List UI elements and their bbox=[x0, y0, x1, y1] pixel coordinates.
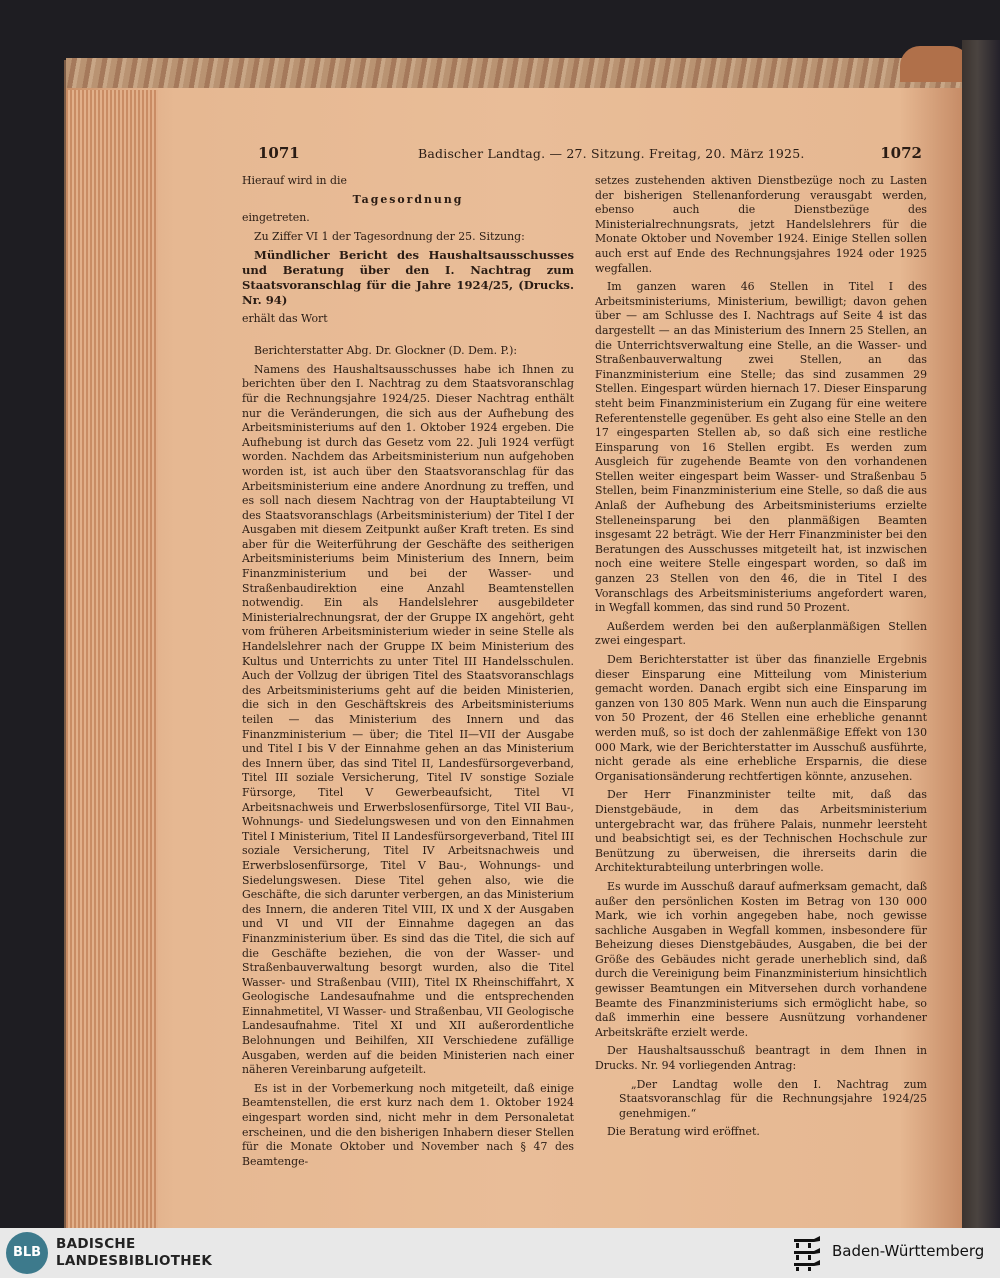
paragraph: Der Herr Finanzminister teilte mit, daß das Dienstgebäude, in dem das Arbeitsministerium untergebracht war, das frühere Palais, nunmehr leersteht und beabsichtigt sei, es der Technischen Hochschule zur Benützung zu überweisen, die ihrerseits darin die Architekturabteilung unterbringen wolle. bbox=[595, 788, 927, 875]
printed-page bbox=[158, 128, 964, 1228]
paragraph: Namens des Haushaltsausschusses habe ich Ihnen zu berichten über den I. Nachtrag zu dem Staatsvoranschlag für die Rechnungsjahre 1924/25. Dieser Nachtrag enthält nur die Veränderungen, die sich aus der Aufhebung des Arbeitsministeriums auf den 1. Oktober 1924 ergeben. Die Aufhebung ist durch das Gesetz vom 22. Juli 1924 verfügt worden. Nachdem das Arbeitsministerium nun aufgehoben worden ist, ist auch über den Staatsvoranschlag für das Arbeitsministerium eine andere Anordnung zu treffen, und es soll nach diesem Nachtrag von der Hauptabteilung VI des Staatsvoranschlags (Arbeitsministerium) der Titel I der Ausgaben mit diesem Zeitpunkt außer Kraft treten. Es sind aber für die Weiterführung der Geschäfte des seitherigen Arbeitsministeriums beim Ministerium des Innern, beim Finanzministerium und bei der Wasser- und Straßenbaudirektion eine Anzahl Beamtenstellen notwendig. Ein als Handelslehrer ausgebildeter Ministerialrechnungsrat, der der Gruppe IX angehört, geht vom früheren Arbeitsministerium wieder in seine Stelle als Handelslehrer nach der Gruppe IX beim Ministerium des Kultus und Unterrichts zu unter Titel III Handelsschulen. Auch der Vollzug der übrigen Titel des Staatsvoranschlags des Arbeitsministeriums geht auf die beiden Ministerien, die sich in den Geschäftskreis des Arbeitsministeriums teilen — das Ministerium des Innern und das Finanzministerium — über; die Titel II—VII der Ausgabe und Titel I bis V der Einnahme gehen an das Ministerium des Innern über, das sind Titel II, Landesfürsorgeverband, Titel III soziale Versicherung, Titel IV sonstige Soziale Fürsorge, Titel V Gewerbeaufsicht, Titel VI Arbeitsnachweis und Erwerbslosenfürsorge, Titel VII Bau-, Wohnungs- und Siedelungswesen und von den Einnahmen Titel I Ministerium, Titel II Landesfürsorgeverband, Titel III soziale Versicherung, Titel IV Arbeitsnachweis und Erwerbslosenfürsorge, Titel V Bau-, Wohnungs- und Siedelungswesen. Diese Titel gehen also, wie die Geschäfte, die sich darunter verbergen, an das Ministerium des Innern, die anderen Titel VIII, IX und X der Ausgaben und VI und VII der Einnahme dagegen an das Finanzministerium über. Es sind das die Titel, die sich auf die Geschäfte beziehen, die von der Wasser- und Straßenbauverwaltung besorgt wurden, also die Titel Wasser- und Straßenbau (VIII), Titel IX Rheinschiffahrt, X Geologische Landesaufnahme und die entsprechenden Einnahmetitel, VI Wasser- und Straßenbau, VII Geologische Landesaufnahme. Titel XI und XII außerordentliche Belohnungen und Beihilfen, XII Verschiedene zufällige Ausgaben, werden auf die beiden Ministerien nach einer näheren Vereinbarung aufgeteilt. bbox=[242, 362, 574, 1077]
spine-cap bbox=[900, 46, 970, 82]
page-edges bbox=[66, 90, 158, 1228]
state-name[interactable]: Baden-Württemberg bbox=[832, 1242, 985, 1260]
library-name[interactable] bbox=[56, 1236, 212, 1270]
report-title: Mündlicher Bericht des Haushaltsausschusses und Beratung über den I. Nachtrag zum Staatsvoranschlag für die Jahre 1924/25, (Drucks. Nr. 94) bbox=[242, 248, 574, 307]
paragraph: eingetreten. bbox=[242, 211, 310, 225]
left-column bbox=[242, 174, 574, 1173]
paragraph: setzes zustehenden aktiven Dienstbezüge noch zu Lasten der bisherigen Stellenanforderung verausgabt werden, ebenso auch die Dienstbezüge des Ministerialrechnungsrats, jetzt Handelslehrers für die Monate Oktober und November 1924. Einige Stellen sollen auch erst auf Ende des Rechnungsjahres 1924 oder 1925 wegfallen. bbox=[595, 174, 927, 275]
paragraph: Im ganzen waren 46 Stellen in Titel I des Arbeitsministeriums, Ministerium, bewilligt; davon gehen über — am Schlusse des I. Nachtrags auf Seite 4 ist das dargestellt — an das Ministerium des Innern 25 Stellen, an die Unterrichtsverwaltung eine Stelle, an die Wasser- und Straßenbauverwaltung zwei Stellen, an das Finanzministerium eine Stelle; das sind zusammen 29 Stellen. Eingespart würden hiernach 17. Dieser Einsparung steht beim Finanzministerium ein Zugang für eine weitere Referentenstelle gegenüber. Es geht also eine Stelle an den 17 eingesparten Stellen ab, so daß sich eine restliche Einsparung von 16 Stellen ergibt. Es werden zum Ausgleich für zugehende Beamte von den vorhandenen Stellen weiter eingespart beim Wasser- und Straßenbau 5 Stellen, beim Finanzministerium eine Stelle, so daß die aus Anlaß der Aufhebung des Arbeitsministeriums erzielte Stelleneinsparung bei den planmäßigen Beamten insgesamt 22 beträgt. Wie der Herr Finanzminister bei den Beratungen des Ausschusses mitgeteilt hat, ist inzwischen noch eine weitere Stelle eingespart worden, so daß im ganzen 23 Stellen von den 46, die in Titel I des Voranschlags des Arbeitsministeriums angefordert waren, in Wegfall kommen, das sind rund 50 Prozent. bbox=[595, 280, 927, 615]
library-name-line1: BADISCHE bbox=[56, 1236, 136, 1252]
page-number-right: 1072 bbox=[880, 144, 922, 162]
paragraph: Es wurde im Ausschuß darauf aufmerksam gemacht, daß außer den persönlichen Kosten im Betrag von 130 000 Mark, wie ich vorhin angegeben habe, noch gewisse sachliche Ausgaben in Wegfall kommen, insbesondere für Beheizung dieses Dienstgebäudes, Ausgaben, die bei der Größe des Gebäudes nicht gerade unerheblich sind, daß durch die Vereinigung beim Finanzministerium hinsichtlich gewisser Beamtungen ein Mitversehen durch vorhandene Beamte des Finanzministeriums sich ermöglicht habe, so daß immerhin eine bessere Ausnützung vorhandener Arbeitskräfte erzielt werde. bbox=[595, 879, 927, 1039]
paragraph: Der Haushaltsausschuß beantragt in dem Ihnen in Drucks. Nr. 94 vorliegenden Antrag: bbox=[595, 1044, 927, 1073]
footer-bar bbox=[0, 1228, 1000, 1278]
paragraph: Zu Ziffer VI 1 der Tagesordnung der 25. Sitzung: bbox=[254, 229, 525, 243]
running-head bbox=[258, 144, 922, 168]
library-name-line2: LANDESBIBLIOTHEK bbox=[56, 1253, 213, 1269]
paragraph: erhält das Wort bbox=[242, 311, 328, 325]
paragraph: Außerdem werden bei den außerplanmäßigen Stellen zwei eingespart. bbox=[595, 619, 927, 648]
running-head-title: Badischer Landtag. — 27. Sitzung. Freitag, 20. März 1925. bbox=[418, 146, 805, 161]
motion-quote: „Der Landtag wolle den I. Nachtrag zum Staatsvoranschlag für die Rechnungsjahre 1924/25 genehmigen.“ bbox=[619, 1077, 927, 1120]
paragraph: Es ist in der Vorbemerkung noch mitgeteilt, daß einige Beamtenstellen, die erst kurz nach dem 1. Oktober 1924 eingespart worden sind, nicht mehr in dem Personaletat erscheinen, und die den bisherigen Inhabern dieser Stellen für die Monate Oktober und November nach § 47 des Beamtenge- bbox=[242, 1081, 574, 1168]
paragraph: Hierauf wird in die bbox=[242, 174, 347, 187]
agenda-heading: Tagesordnung bbox=[352, 192, 464, 206]
page-number-left: 1071 bbox=[258, 144, 300, 162]
right-column bbox=[595, 174, 927, 1144]
marbled-cover-edge bbox=[66, 58, 966, 88]
book-spine bbox=[962, 40, 1000, 1228]
three-lions-icon[interactable] bbox=[790, 1234, 826, 1272]
speaker-line: Berichterstatter Abg. Dr. Glockner (D. Dem. P.): bbox=[254, 344, 518, 358]
blb-logo[interactable]: BLB bbox=[6, 1232, 48, 1274]
paragraph: Dem Berichterstatter ist über das finanzielle Ergebnis dieser Einsparung eine Mitteilung vom Ministerium gemacht worden. Danach ergibt sich eine Einsparung im ganzen von 130 805 Mark. Wenn nun auch die Einsparung von 50 Prozent, der 46 Stellen eine erhebliche genannt werden muß, so ist doch der zahlenmäßige Effekt von 130 000 Mark, wie der Berichterstatter im Ausschuß ausführte, nicht gerade als eine erhebliche Ersparnis, die diese Organisationsänderung rechtfertigen könnte, anzusehen. bbox=[595, 653, 927, 783]
paragraph: Die Beratung wird eröffnet. bbox=[607, 1125, 760, 1139]
